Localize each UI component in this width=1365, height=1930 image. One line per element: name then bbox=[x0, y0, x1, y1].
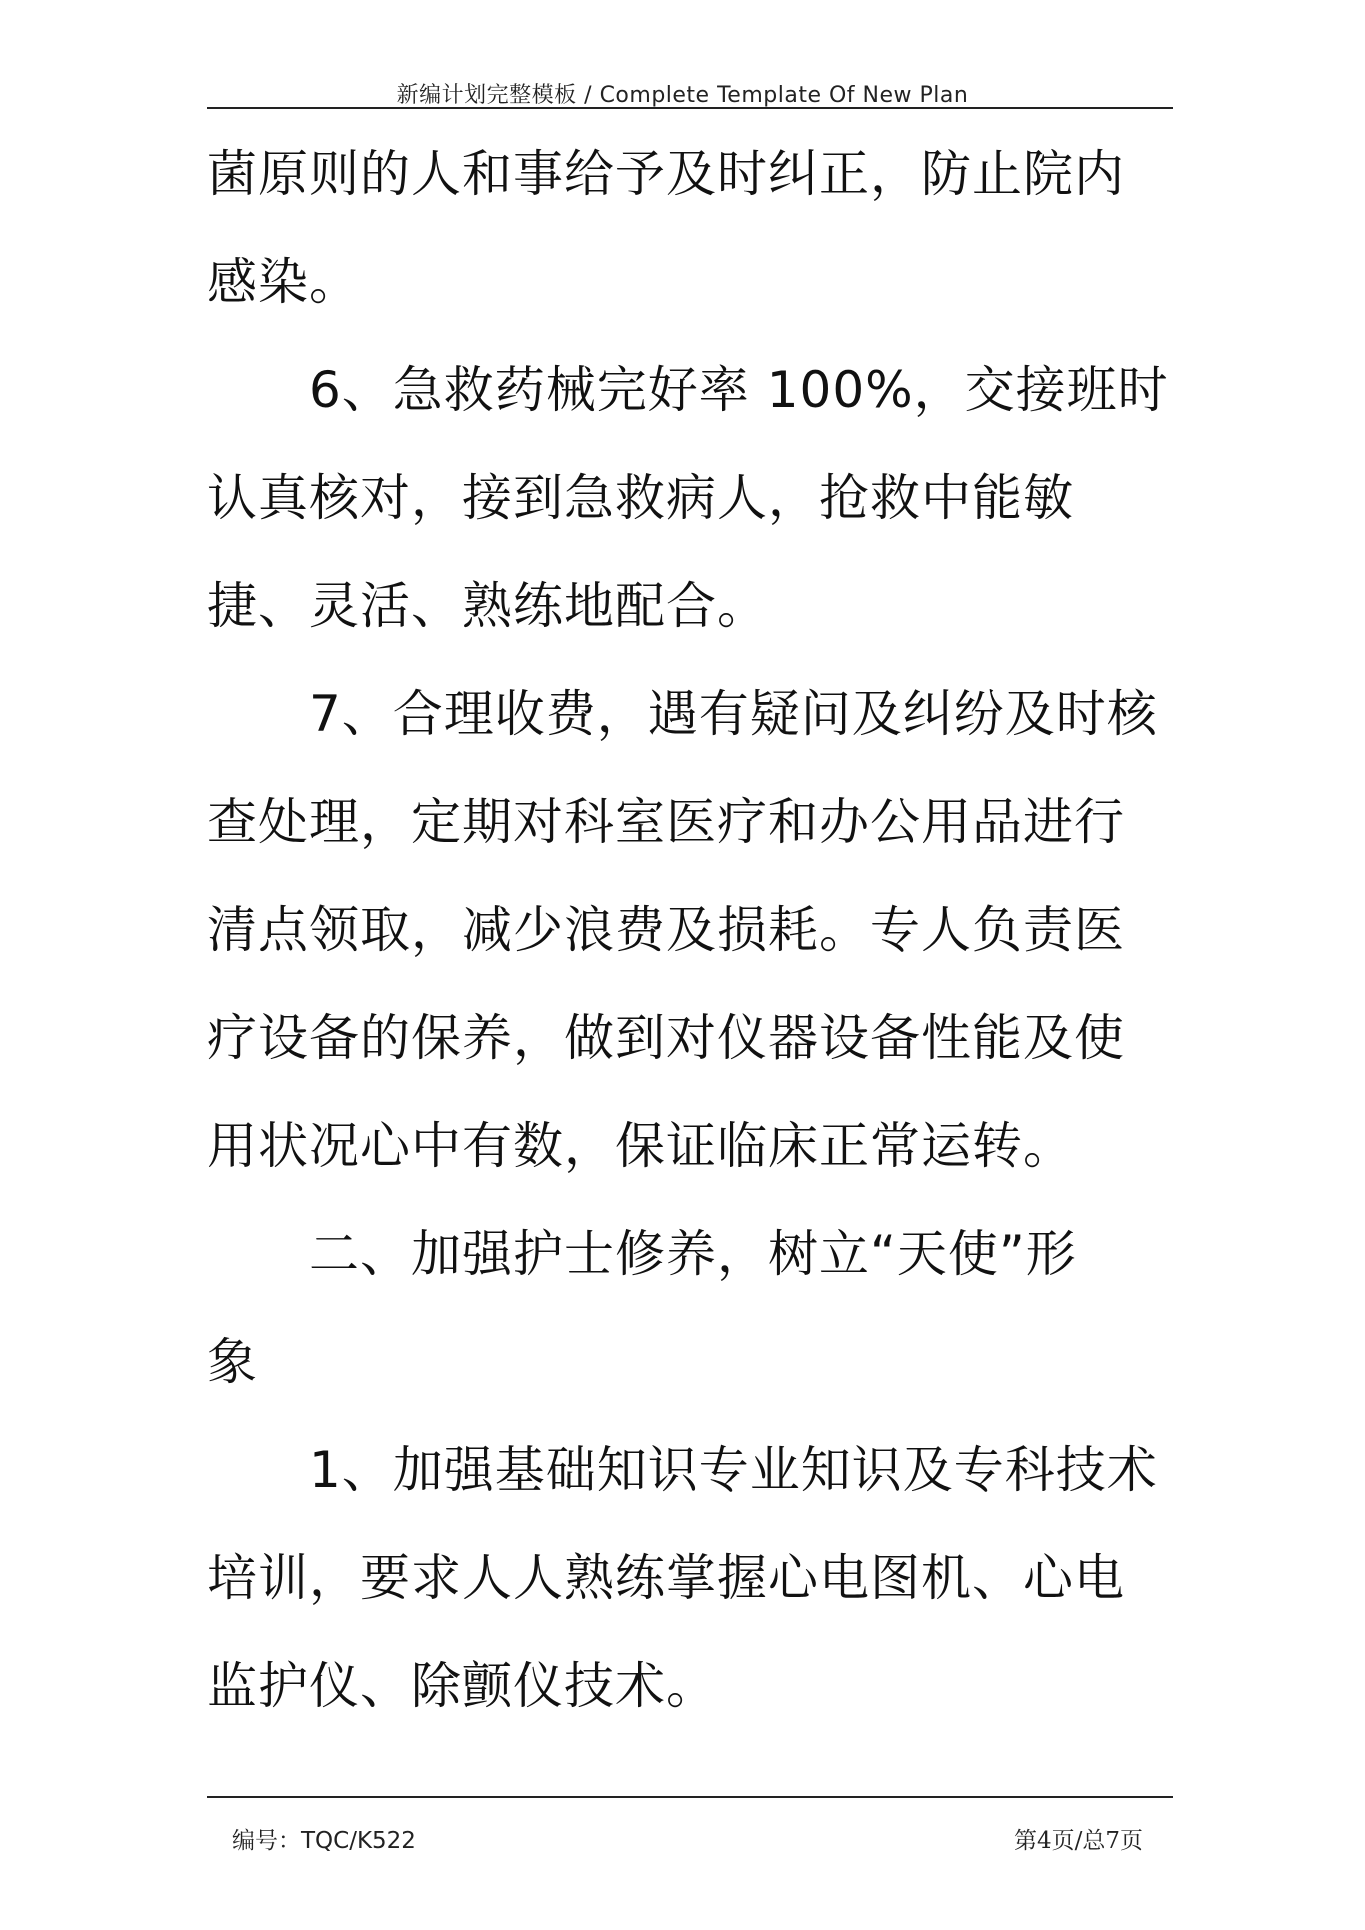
footer-divider bbox=[207, 1796, 1173, 1798]
body-line: 菌原则的人和事给予及时纠正，防止院内 bbox=[207, 145, 1125, 203]
body-line: 疗设备的保养，做到对仪器设备性能及使 bbox=[207, 1009, 1125, 1067]
body-line: 认真核对，接到急救病人，抢救中能敏 bbox=[207, 469, 1074, 527]
body-line: 1、加强基础知识专业知识及专科技术 bbox=[309, 1441, 1158, 1499]
body-line: 查处理，定期对科室医疗和办公用品进行 bbox=[207, 793, 1125, 851]
body-line: 监护仪、除颤仪技术。 bbox=[207, 1657, 717, 1715]
body-line: 捷、灵活、熟练地配合。 bbox=[207, 577, 768, 635]
body-line: 用状况心中有数，保证临床正常运转。 bbox=[207, 1117, 1074, 1175]
section-heading-continued: 象 bbox=[207, 1333, 258, 1391]
body-line: 6、急救药械完好率 100%，交接班时 bbox=[309, 361, 1169, 419]
header-divider bbox=[207, 107, 1173, 109]
page-header-title: 新编计划完整模板 / Complete Template Of New Plan bbox=[396, 83, 969, 108]
document-code: 编号：TQC/K522 bbox=[232, 1828, 416, 1854]
page-number: 第4页/总7页 bbox=[1013, 1828, 1143, 1854]
section-heading: 二、加强护士修养，树立“天使”形 bbox=[309, 1225, 1077, 1283]
document-body bbox=[207, 120, 1173, 1740]
body-line: 培训，要求人人熟练掌握心电图机、心电 bbox=[207, 1549, 1125, 1607]
body-line: 清点领取，减少浪费及损耗。专人负责医 bbox=[207, 901, 1125, 959]
body-line: 感染。 bbox=[207, 253, 360, 311]
body-line: 7、合理收费，遇有疑问及纠纷及时核 bbox=[309, 685, 1158, 743]
